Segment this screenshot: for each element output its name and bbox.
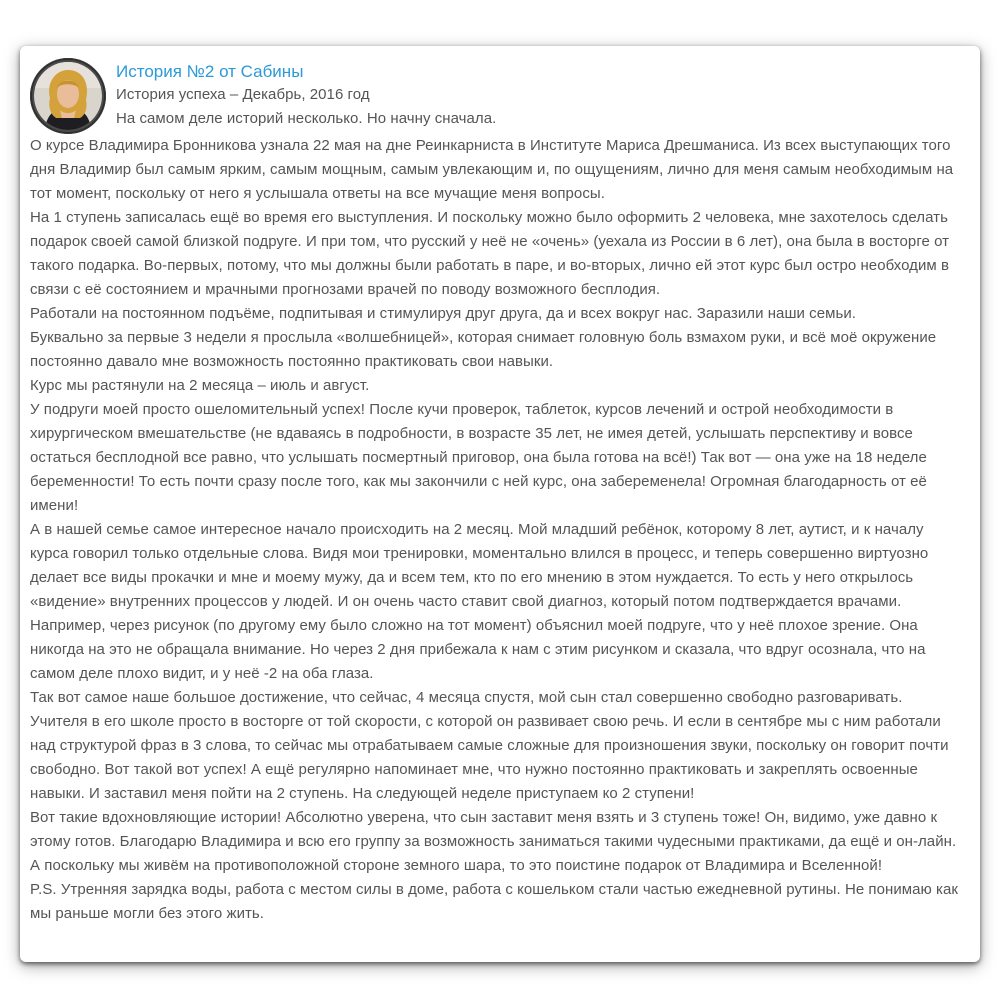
story-paragraph: Работали на постоянном подъёме, подпитывая и стимулируя друг друга, да и всех вокруг нас. Заразили наши семьи.: [30, 305, 856, 322]
story-paragraph: Вот такие вдохновляющие истории! Абсолютно уверена, что сын заставит меня взять и 3 ступень тоже! Он, видимо, уже давно к этому готов. Благодарю Владимира и всю его группу за возможность заниматься такими чудесными практиками, да ещё и он-лайн. А поскольку мы живём на противоположной стороне земного шара, то это поистине подарок от Владимира и Вселенной!: [30, 809, 957, 874]
story-paragraph: P.S. Утренняя зарядка воды, работа с местом силы в доме, работа с кошельком стали частью ежедневной рутины. Не понимаю как мы раньше могли без этого жить.: [30, 881, 958, 922]
story-body: [30, 134, 962, 926]
testimonial-card: [20, 46, 980, 962]
story-subtitle: История успеха – Декабрь, 2016 год: [116, 86, 370, 103]
author-avatar: [30, 58, 106, 134]
author-photo-icon: [30, 58, 106, 134]
story-paragraph: У подруги моей просто ошеломительный успех! После кучи проверок, таблеток, курсов лечений и острой необходимости в хирургическом вмешательстве (не вдаваясь в подробности, в возрасте 35 лет, не имея детей, услышать перспективу и вовсе остаться бесплодной все равно, что услышать посмертный приговор, она была готова на всё!) Так вот — она уже на 18 неделе беременности! То есть почти сразу после того, как мы закончили с ней курс, она забеременела! Огромная благодарность от её имени!: [30, 401, 927, 514]
story-paragraph: О курсе Владимира Бронникова узнала 22 мая на дне Реинкарниста в Институте Мариса Дрешманиса. Из всех выступающих того дня Владимир был самым ярким, самым мощным, самым увлекающим и, по ощущениям, лично для меня самым необходимым на тот момент, поскольку от него я услышала ответы на все мучащие меня вопросы.: [30, 137, 954, 202]
story-paragraph: А в нашей семье самое интересное начало происходить на 2 месяц. Мой младший ребёнок, которому 8 лет, аутист, и к началу курса говорил только отдельные слова. Видя мои тренировки, моментально влился в процесс, и теперь совершенно виртуозно делает все виды прокачки и мне и моему мужу, да и всем тем, кто по его мнению в этом нуждается. То есть у него открылось «видение» внутренних процессов у людей. И он очень часто ставит свой диагноз, который потом подтверждается врачами. Например, через рисунок (по другому ему было сложно на тот момент) объяснил моей подруге, что у неё плохое зрение. Она никогда на это не обращала внимание. Но через 2 дня прибежала к нам с этим рисунком и сказала, что вдруг осознала, что на самом деле плохо видит, и у неё -2 на оба глаза.: [30, 521, 929, 682]
story-intro: На самом деле историй несколько. Но начну сначала.: [116, 110, 497, 127]
story-paragraph: Так вот самое наше большое достижение, что сейчас, 4 месяца спустя, мой сын стал совершенно свободно разговаривать. Учителя в его школе просто в восторге от той скорости, с которой он развивает свою речь. И если в сентябре мы с ним работали над структурой фраз в 3 слова, то сейчас мы отрабатываем самые сложные для произношения звуки, поскольку он говорит почти свободно. Вот такой вот успех! А ещё регулярно напоминает мне, что нужно постоянно практиковать и закреплять освоенные навыки. И заставил меня пойти на 2 ступень. На следующей неделе приступаем ко 2 ступени!: [30, 689, 949, 802]
story-paragraph: Курс мы растянули на 2 месяца – июль и август.: [30, 377, 370, 394]
story-paragraph: Буквально за первые 3 недели я прослыла «волшебницей», которая снимает головную боль взмахом руки, и всё моё окружение постоянно давало мне возможность постоянно практиковать свои навыки.: [30, 329, 937, 370]
story-title[interactable]: История №2 от Сабины: [116, 62, 304, 81]
story-paragraph: На 1 ступень записалась ещё во время его выступления. И поскольку можно было оформить 2 человека, мне захотелось сделать подарок своей самой близкой подруге. И при том, что русский у неё не «очень» (уехала из России в 6 лет), она была в восторге от такого подарка. Во-первых, потому, что мы должны были работать в паре, и во-вторых, лично ей этот курс был остро необходим в связи с её состоянием и мрачными прогнозами врачей по поводу возможного бесплодия.: [30, 209, 950, 298]
